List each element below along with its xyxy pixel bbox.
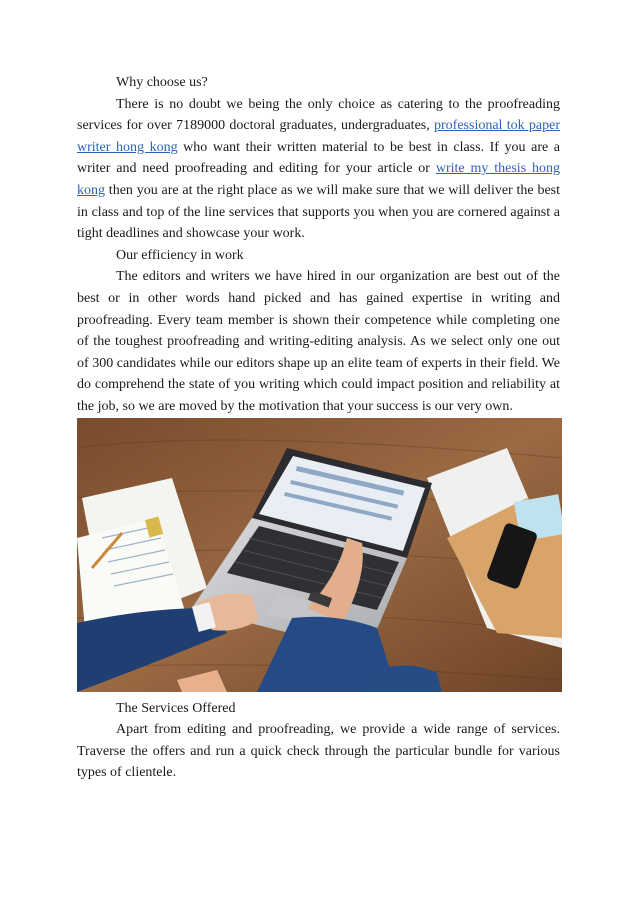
paragraph-text: then you are at the right place as we will make sure that we will deliver the best in class and top of the line services that supports you when you are cornered against a tight deadlines and showcase your work. — [77, 182, 560, 242]
document-body — [77, 72, 560, 784]
thesis-writer-link[interactable]: write my thesis hong kong — [77, 161, 561, 198]
paragraph-text: There is no doubt we being the only choice as catering to the proofreading services for over 7189000 doctoral graduates, undergraduates, — [77, 96, 560, 134]
efficiency-paragraph: The editors and writers we have hired in our organization are best out of the best or in other words hand picked and has gained expertise in writing and proofreading. Every team member is shown their competence while completing one of the toughest proofreading and writing-editing analysis. As we select only one out of 300 candidates while our editors shape up an elite team of experts in their field. We do comprehend the state of you writing which could impact position and reliability at the job, so we are moved by the motivation that your success is our very own. — [77, 269, 560, 414]
laptop-desk-photo — [77, 418, 562, 692]
services-paragraph: Apart from editing and proofreading, we provide a wide range of services. Traverse the offers and run a quick check through the particular bundle for various types of clientele. — [77, 722, 560, 781]
why-choose-us-paragraph — [77, 94, 560, 245]
paragraph-text: who want their written material to be best in class. If you are a writer and need proofreading and editing for your article or — [77, 139, 560, 177]
services-heading: The Services Offered — [116, 700, 236, 716]
efficiency-heading: Our efficiency in work — [116, 247, 244, 263]
why-choose-us-heading: Why choose us? — [116, 75, 208, 90]
tok-paper-writer-link[interactable]: professional tok paper writer hong kong — [77, 118, 560, 155]
